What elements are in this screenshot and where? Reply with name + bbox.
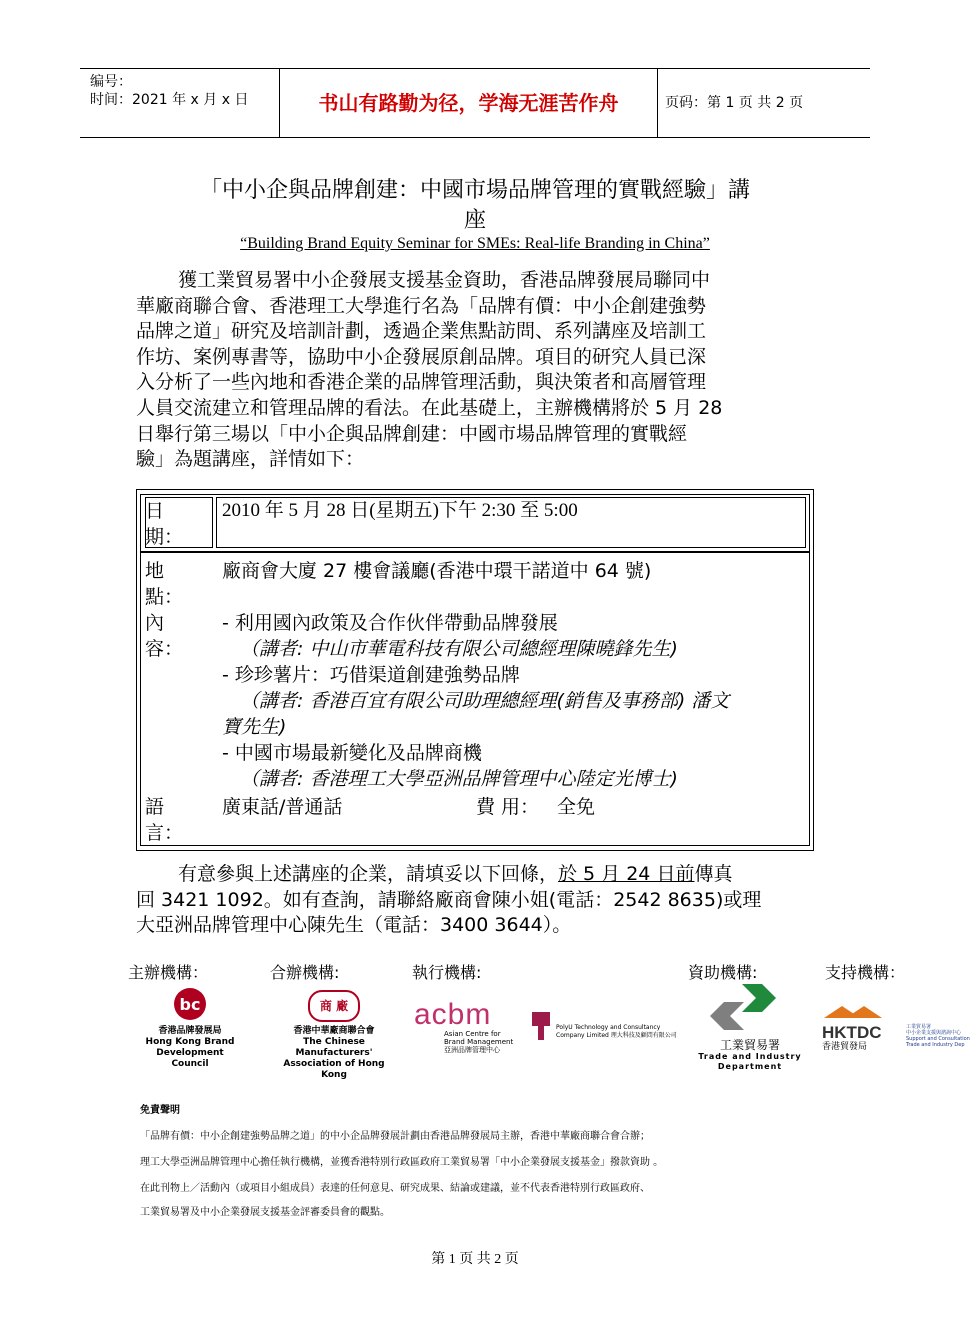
- header-page-label: 页码：第 1 页 共 2 页: [665, 95, 804, 111]
- intro-line: 品牌之道」研究及培訓計劃，透過企業焦點訪問、系列講座及培訓工: [136, 320, 707, 343]
- hktdc-mark: HKTDC: [822, 1023, 882, 1042]
- hktdc-logo: [822, 1004, 888, 1053]
- intro-line: 人員交流建立和管理品牌的看法。在此基礎上，主辦機構將於 5 月 28: [136, 396, 723, 419]
- date-value: 2010 年 5 月 28 日(星期五)下午 2:30 至 5:00: [222, 500, 578, 521]
- fee-label: 費 用：: [476, 796, 540, 818]
- language-label: [145, 794, 183, 846]
- page-footer: 第 1 页 共 2 页: [431, 1252, 519, 1267]
- executor-label: 執行機構:: [412, 963, 482, 982]
- number-label: 编号：: [90, 74, 132, 90]
- reply-line-2: 回 3421 1092。如有查詢，請聯絡廠商會陳小姐(電話：2542 8635)或理: [136, 888, 762, 911]
- fee-value: 全免: [557, 796, 596, 818]
- sme-name-4: Trade and Industry Dep: [906, 1042, 965, 1048]
- sme-name-2: 中小企業支援與諮詢中心: [906, 1030, 962, 1036]
- date-label-2: 期：: [145, 526, 184, 548]
- disclaimer-heading: 免責聲明: [140, 1105, 180, 1116]
- cma-mark-icon: 商 廠: [308, 990, 360, 1022]
- content-label-1: 內: [145, 612, 165, 634]
- polyu-mark-icon: [530, 1010, 552, 1042]
- polyu-name-1: PolyU Technology and Consultancy: [556, 1024, 661, 1031]
- tid-name-zh: 工業貿易署: [719, 1038, 780, 1052]
- hkbdc-mark-icon: [140, 986, 240, 1022]
- reply-text: 有意參與上述講座的企業，請填妥以下回條，: [178, 863, 559, 885]
- cma-name-en-2: Association of Hong Kong: [283, 1059, 385, 1080]
- speaker-2-cont: 寶先生): [222, 716, 287, 738]
- intro-line: 日舉行第三場以「中小企與品牌創建：中國市場品牌管理的實戰經: [136, 422, 688, 445]
- hkbdc-name-zh: 香港品牌發展局: [158, 1026, 222, 1036]
- cma-logo: [276, 990, 392, 1081]
- venue-value: 廠商會大廈 27 樓會議廳(香港中環干諾道中 64 號): [222, 560, 652, 582]
- page-title: [150, 176, 800, 236]
- intro-line: 作坊、案例專書等，協助中小企發展原創品牌。項目的研究人員已深: [136, 345, 707, 368]
- reply-line-3: 大亞洲品牌管理中心陳先生（電話：3400 3644）。: [136, 914, 572, 937]
- sme-name-1: 工業貿易署: [906, 1024, 932, 1030]
- organizer-label: 主辦機構：: [128, 963, 209, 982]
- tid-name-en-1: Trade and Industry: [698, 1052, 802, 1061]
- tid-name-en-2: Department: [717, 1062, 783, 1071]
- venue-label: [145, 558, 183, 610]
- content-label: [145, 610, 183, 662]
- topic-3: - 中國市場最新變化及品牌商機: [222, 742, 482, 764]
- document-header: [80, 68, 870, 138]
- tid-arrows-icon: [690, 984, 810, 1034]
- polyu-name-2: Company Limited 理大科技及顧問有限公司: [556, 1032, 677, 1039]
- hkbdc-logo: [140, 986, 240, 1070]
- speaker-1: （講者: 中山市華電科技有限公司總經理陳曉鋒先生): [240, 638, 678, 660]
- venue-label-2: 點：: [145, 586, 184, 608]
- cma-name-en-1: The Chinese Manufacturers': [295, 1037, 373, 1058]
- co-organizer-label: 合辦機構:: [270, 963, 340, 982]
- intro-line: 入分析了一些內地和香港企業的品牌管理活動，與決策者和高層管理: [136, 371, 707, 394]
- time-label: 时间：2021 年 x 月 x 日: [90, 92, 249, 108]
- supporter-label: 支持機構：: [825, 963, 906, 982]
- hktdc-name-zh: 香港貿發局: [822, 1042, 868, 1052]
- intro-line: 華廠商聯合會、香港理工大學進行名為「品牌有價：中小企創建強勢: [136, 294, 707, 317]
- acbm-name-2: Brand Management: [444, 1038, 514, 1046]
- disclaimer-line-1: 「品牌有價：中小企創建強勢品牌之道」的中小企品牌發展計劃由香港品牌發展局主辦，香港中華廠商聯合會合辦；: [140, 1131, 650, 1142]
- sme-support-logo: [906, 1024, 970, 1048]
- svg-text:bc: bc: [179, 995, 201, 1014]
- title-line-2: 座: [463, 208, 486, 233]
- cma-name-zh: 香港中華廠商聯合會: [293, 1026, 375, 1036]
- lang-label-2: 言：: [145, 822, 184, 844]
- reply-line-1: [136, 862, 826, 888]
- language-value: 廣東話/普通話: [222, 796, 343, 818]
- acbm-name-1: Asian Centre for: [444, 1030, 501, 1038]
- acbm-name-3: 亞洲品牌管理中心: [444, 1046, 500, 1054]
- topic-2: - 珍珍薯片：巧借渠道創建強勢品牌: [222, 664, 520, 686]
- page-subtitle: “Building Brand Equity Seminar for SMEs: Real-life Branding in China”: [240, 235, 710, 252]
- disclaimer-line-2: 理工大學亞洲品牌管理中心擔任執行機構，並獲香港特別行政區政府工業貿易署「中小企業發展支援基金」撥款資助 。: [140, 1157, 664, 1168]
- date-label-1: 日: [145, 500, 165, 522]
- disclaimer-line-3: 在此刊物上／活動內（或項目小組成員）表達的任何意見、研究成果、結論或建議，並不代表香港特別行政區政府、: [140, 1183, 650, 1194]
- reply-deadline: 於 5 月 24 日前: [558, 863, 695, 885]
- lang-label-1: 語: [145, 796, 165, 818]
- header-motto: 书山有路勤为径，学海无涯苦作舟: [280, 69, 658, 137]
- header-meta: [80, 69, 280, 137]
- content-value: [222, 610, 810, 792]
- venue-label-1: 地: [145, 560, 165, 582]
- date-label: [145, 498, 183, 550]
- hkbdc-name-en-2: Development Council: [156, 1048, 224, 1069]
- intro-line: 驗」為題講座，詳情如下：: [136, 448, 365, 471]
- content-label-2: 容：: [145, 638, 184, 660]
- reply-paragraph: [136, 862, 826, 939]
- reply-text-b: 傳真: [694, 863, 733, 885]
- sme-name-3: Support and Consultation: [906, 1036, 970, 1042]
- intro-paragraph: [136, 268, 826, 473]
- tid-logo: [690, 984, 810, 1072]
- speaker-2: （講者: 香港百宜有限公司助理總經理(銷售及事務部) 潘文: [240, 690, 730, 712]
- intro-line: 獲工業貿易署中小企發展支援基金資助，香港品牌發展局聯同中: [178, 269, 711, 291]
- speaker-3: （講者: 香港理工大學亞洲品牌管理中心陸定光博士): [240, 768, 678, 790]
- acbm-mark: acbm: [414, 998, 492, 1031]
- title-line-1: 「中小企與品牌創建：中國市場品牌管理的實戰經驗」講: [199, 178, 750, 203]
- hkbdc-name-en-1: Hong Kong Brand: [145, 1037, 235, 1047]
- hktdc-roof-icon: [822, 1004, 884, 1020]
- topic-1: - 利用國內政策及合作伙伴帶動品牌發展: [222, 612, 558, 634]
- polyu-name: [556, 1024, 677, 1040]
- funder-label: 資助機構:: [688, 963, 758, 982]
- acbm-logo: [414, 1000, 524, 1054]
- divider: [140, 551, 810, 553]
- disclaimer-line-4: 工業貿易署及中小企業發展支援基金評審委員會的觀點。: [140, 1207, 390, 1218]
